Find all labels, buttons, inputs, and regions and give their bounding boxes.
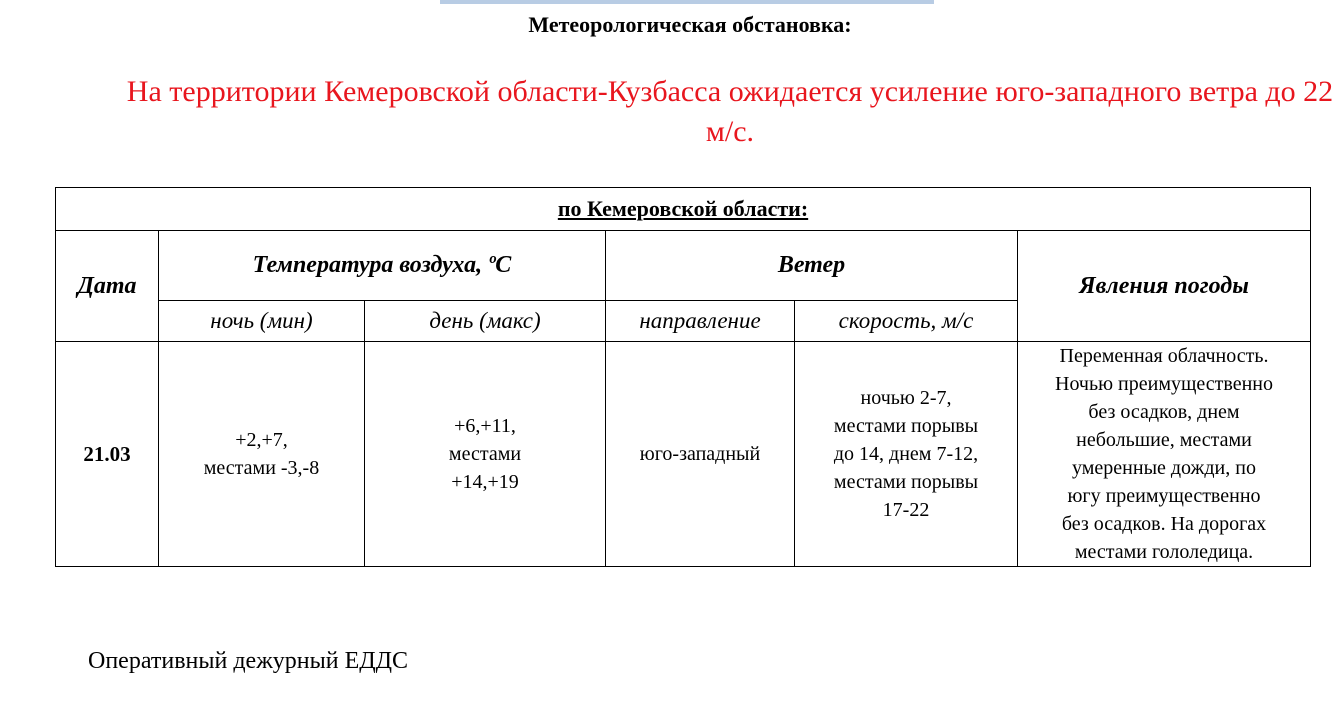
- day-temp-value: +6,+11, местами +14,+19: [448, 415, 522, 493]
- date-header: Дата: [56, 231, 159, 342]
- wind-header: Ветер: [606, 231, 1018, 301]
- direction-subheader: направление: [606, 300, 795, 341]
- night-temp-cell: [159, 342, 365, 567]
- date-cell: 21.03: [56, 342, 159, 567]
- phenomena-header: Явления погоды: [1018, 231, 1311, 342]
- wind-direction-cell: юго-западный: [606, 342, 795, 567]
- phenomena-cell: [1018, 342, 1311, 567]
- top-highlight-bar: [440, 0, 934, 4]
- document-title: Метеорологическая обстановка:: [528, 12, 852, 37]
- wind-warning: На территории Кемеровской области-Кузбасса ожидается усиление юго-западного ветра до 22 м/с.: [126, 75, 1334, 148]
- night-temp-value: +2,+7, местами -3,-8: [203, 429, 320, 479]
- wind-speed-cell: [795, 342, 1018, 567]
- wind-speed-value: ночью 2-7, местами порывы до 14, днем 7-12, местами порывы 17-22: [833, 387, 979, 521]
- temperature-header: Температура воздуха, ºС: [159, 231, 606, 301]
- day-subheader: день (макс): [365, 300, 606, 341]
- speed-subheader: скорость, м/с: [795, 300, 1018, 341]
- footer-signature: Оперативный дежурный ЕДДС: [88, 648, 409, 674]
- phenomena-value: Переменная облачность. Ночью преимущественно без осадков, днем небольшие, местами умеренные дожди, по югу преимущественно без осадков. На дорогах местами гололедица.: [1055, 345, 1273, 563]
- weather-table: [55, 187, 1311, 567]
- day-temp-cell: [365, 342, 606, 567]
- region-header: по Кемеровской области:: [56, 188, 1311, 231]
- night-subheader: ночь (мин): [159, 300, 365, 341]
